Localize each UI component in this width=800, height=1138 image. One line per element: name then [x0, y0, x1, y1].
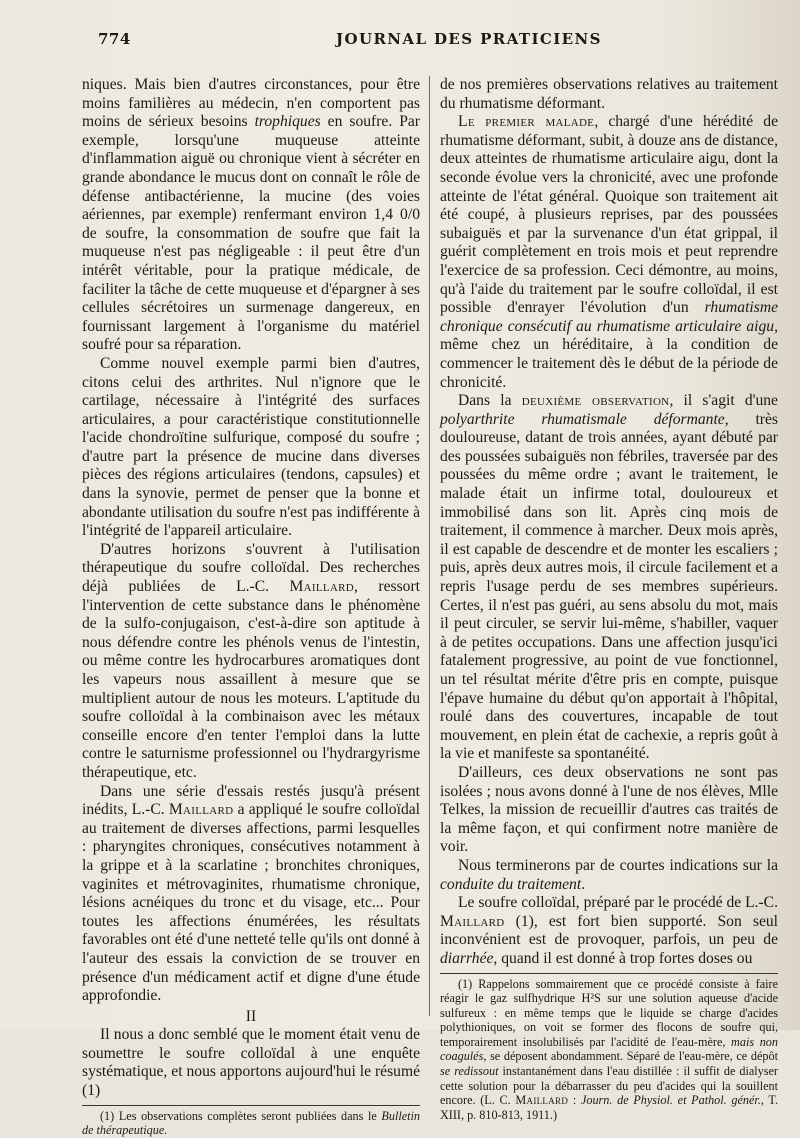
section-number: II	[245, 1007, 257, 1025]
footnote: (1) Les observations complètes seront publiées dans le Bulletin de thérapeutique.	[82, 1108, 420, 1138]
footnote-rule	[82, 1105, 420, 1106]
paragraph: Dans la deuxième observation, il s'agit d'une polyarthrite rhumatismale déformante, très douloureuse, datant de trois années, ayant débuté par des poussées subaiguës non fébriles, traversée par des poussées du même ordre ; avant le traitement, le malade était un infirme total, douloureux et immobilisé dans son lit. Après cinq mois de traitement, il commence à marcher. Deux mois après, il est capable de descendre et de monter les escaliers ; puis, après deux autres mois, il circule facilement et a repris l'usage perdu de ses membres supérieurs. Certes, il n'est pas guéri, au sens absolu du mot, mais il peut circuler, se servir lui-même, s'habiller, vaquer à de petites occupations. Dans une affection jusqu'ici fatalement progressive, au point de vue fonctionnel, un tel résultat mérite d'être pris en compte, puisque l'épave humaine du début qu'on apportait à l'hôpital, roulé dans des couvertures, incapable de tout mouvement, en plein état de cachexie, a repris goût à la vie et manifeste sa spontanéité.	[440, 392, 778, 763]
page-header	[96, 30, 770, 54]
paragraph: D'autres horizons s'ouvrent à l'utilisation thérapeutique du soufre colloïdal. Des recherches déjà publiées de L.-C. Maillard, ressort l'intervention de cette substance dans le phénomène de la sulfo-conjugaison, c'est-à-dire son aptitude à nous défendre contre les phénols venus de l'intestin, ou même contre les hydrocarbures aromatiques dont les vapeurs nous assaillent à mesure que se multiplient autour de nous les moteurs. L'aptitude du soufre colloïdal à la combinaison avec les métaux conseille encore d'en tenter l'emploi dans la lutte contre le saturnisme professionnel ou l'hydrargyrisme thérapeutique, etc.	[82, 540, 420, 781]
page-number: 774	[98, 30, 131, 48]
paragraph: de nos premières observations relatives au traitement du rhumatisme déformant.	[440, 76, 778, 112]
paragraph: Le premier malade, chargé d'une hérédité de rhumatisme déformant, subit, à douze ans de distance, deux atteintes de rhumatisme articulaire aigu, dont la seconde évolue vers la chronicité, avec une profonde atteinte de l'état général. Quoique son traitement ait été coupé, à plusieurs reprises, par des poussées subaiguës et par la survenance d'un état grippal, il guérit complètement en trois mois et peut reprendre l'exercice de sa profession. Ceci démontre, au moins, qu'à l'aide du traitement par le soufre colloïdal, il est possible d'enrayer l'évolution d'un rhumatisme chronique consécutif au rhumatisme articulaire aigu, même chez un héréditaire, à la condition de commencer le traitement dès le début de la période de chronicité.	[440, 113, 778, 391]
paragraph: Comme nouvel exemple parmi bien d'autres, citons celui des arthrites. Nul n'ignore que le cartilage, nécessaire à l'intégrité des surfaces articulaires, a pour caractéristique constitutionnelle l'acide chondroïtine sulfurique, composé du soufre ; d'autre part la présence de mucine dans diverses pièces des régions articulaires (tendons, capsules) et dans la synovie, permet de penser que la bonne et abondante utilisation du soufre n'est pas indifférente à l'intégrité de l'appareil articulaire.	[82, 354, 420, 540]
paragraph: D'ailleurs, ces deux observations ne sont pas isolées ; nous avons donné à l'une de nos élèves, Mlle Telkes, la mission de recueillir d'autres cas traités de la même façon, et qui confirment notre manière de voir.	[440, 763, 778, 856]
footnote-rule	[440, 973, 778, 974]
paragraph: Le soufre colloïdal, préparé par le procédé de L.-C. Maillard (1), est fort bien supporté. Son seul inconvénient est de provoquer, parfois, un peu de diarrhée, quand il est donné à trop fortes doses ou	[440, 894, 778, 967]
footnote: (1) Rappelons sommairement que ce procédé consiste à faire réagir le gaz sulfhydrique H²S sur une solution aqueuse d'acide sulfureux : en même temps que le liquide se charge d'acides polythioniques, on voit se former des flocons de soufre qui, temporairement insolubilisés par l'acidité de l'eau-mère, mais non coagulés, se déposent abondamment. Séparé de l'eau-mère, ce dépôt se redissout instantanément dans l'eau distillée : il suffit de dialyser cette solution pour la débarrasser du peu d'acides qui la souillent encore. (L. C. Maillard : Journ. de Physiol. et Pathol. génér., T. XIII, p. 810-813, 1911.)	[440, 976, 778, 1122]
paragraph: Nous terminerons par de courtes indications sur la conduite du traitement.	[440, 856, 778, 893]
journal-title: JOURNAL DES PRATICIENS	[336, 30, 602, 48]
left-column	[82, 76, 420, 1138]
paragraph: Il nous a donc semblé que le moment était venu de soumettre le soufre colloïdal à une enquête systématique, et nous apportons aujourd'hui le résumé (1)	[82, 1026, 420, 1100]
right-column	[440, 76, 778, 1122]
paragraph: Dans une série d'essais restés jusqu'à présent inédits, L.-C. Maillard a appliqué le soufre colloïdal au traitement de diverses affections, parmi lesquelles : pharyngites chroniques, consécutives notamment à la grippe et à la scarlatine ; bronchites chroniques, vaginites et métrovaginites, rhumatisme chronique, lésions acnéiques du tronc et du visage, etc... Pour toutes les affections énumérées, les résultats favorables ont été d'une netteté telle qu'ils ont donné à l'auteur des essais la conviction de se trouver en présence d'un médicament actif et digne d'une étude approfondie.	[82, 782, 420, 1005]
paragraph: niques. Mais bien d'autres circonstances, pour être moins familières au médecin, n'en comportent pas moins de sérieux besoins trophiques en soufre. Par exemple, lorsqu'une muqueuse atteinte d'inflammation aiguë ou chronique vient à sécréter en grande abondance le mucus dont on connaît le rôle de défense antibactérienne, la mucine (des voies aériennes, par exemple) renfermant environ 1,4 0/0 de soufre, la consommation de soufre que fait la muqueuse n'est pas négligeable : il peut être d'un intérêt véritable, pour la pratique médicale, de faciliter la tâche de cette muqueuse et d'épargner à ses cellules sécrétoires un surmenage dangereux, en fournissant largement à l'organisme du matériel soufré pour sa réparation.	[82, 76, 420, 354]
column-divider	[429, 76, 430, 1016]
